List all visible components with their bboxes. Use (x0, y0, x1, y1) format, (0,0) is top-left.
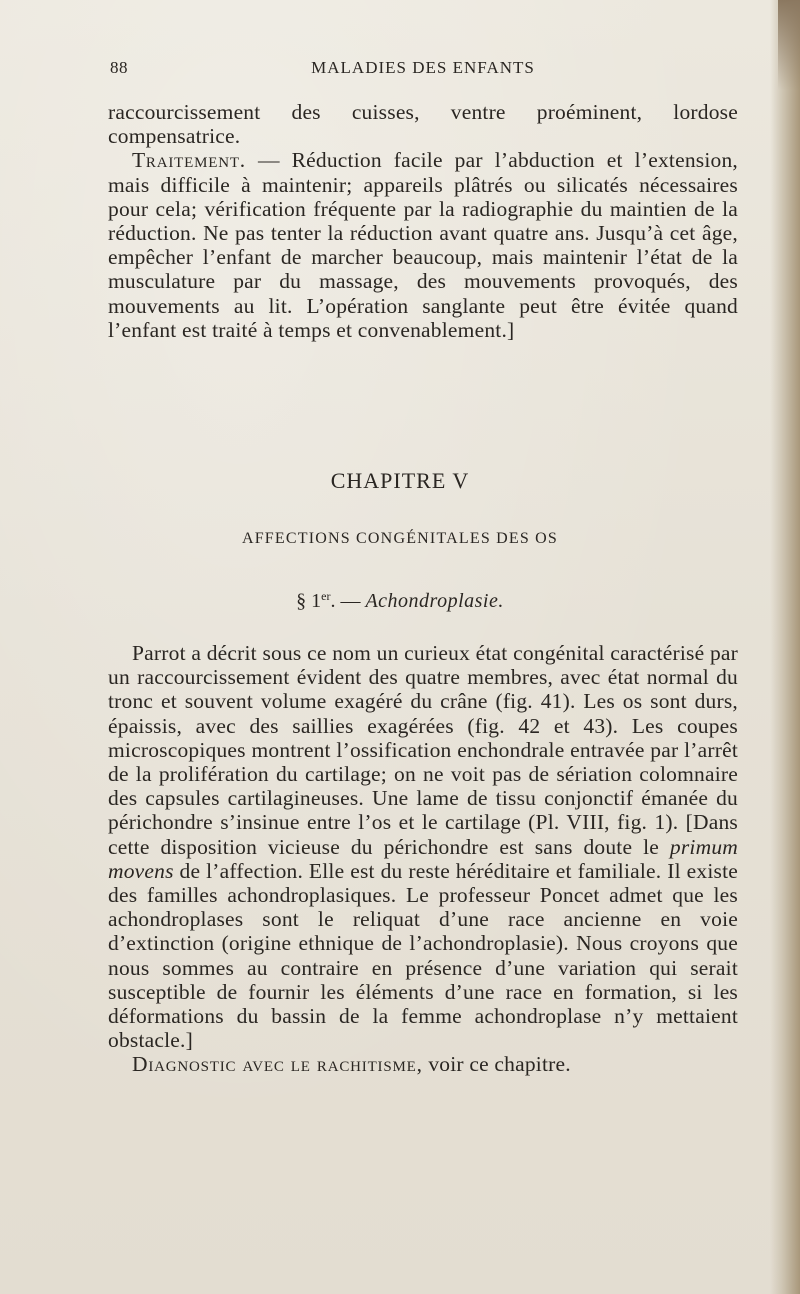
page-corner-stain (778, 0, 800, 90)
chapter-subtitle: AFFECTIONS CONGÉNITALES DES OS (241, 530, 559, 547)
chapter-title: CHAPITRE V (330, 468, 470, 493)
page-number: 88 (110, 58, 128, 77)
treatment-text: — Réduction facile par l’abduction et l’extension, mais difficile à maintenir; appareils plâtrés ou silicatés nécessaires pour cela; vérification fréquente par la radiographie du maintien de la réduction. Ne pas tenter la réduction avant quatre ans. Jusqu’à cet âge, empêcher l’enfant de marcher beaucoup, mais maintenir l’état de la musculature par du massage, des mouvements provoqués, des mouvements au lit. L’opération sanglante peut être évitée quand l’enfant est traité à temps et convenablement.] (108, 148, 738, 342)
section-title: Achondroplasie. (365, 590, 504, 612)
page-edge-shadow (770, 0, 800, 1294)
section-separator: . — (330, 590, 366, 612)
treatment-label: Traitement. (132, 148, 246, 173)
achondroplasia-section (108, 641, 738, 1077)
continuation-paragraph: raccourcissement des cuisses, ventre proéminent, lordose compensatrice. (108, 100, 738, 149)
running-title: MALADIES DES ENFANTS (311, 58, 535, 77)
body-paragraph-1-end: de l’affection. Elle est du reste héréditaire et familiale. Il existe des familles achondroplasiques. Le professeur Poncet admet que les achondroplases sont le reliquat d’une race ancienne en voie d’extinction (origine ethnique de l’achondroplasie). Nous croyons que nous sommes au contraire en présence d’une variation qui serait susceptible de fournir les éléments d’une race en formation, si les déformations du bassin de la femme achondroplase n’y mettaient obstacle.] (108, 858, 738, 1053)
section-superscript: er (321, 589, 331, 603)
running-header (110, 58, 736, 82)
body-paragraph-1 (108, 641, 738, 1052)
diagnosis-text: voir ce chapitre. (422, 1052, 571, 1077)
section-heading (0, 589, 800, 613)
section-number: § 1 (296, 590, 322, 612)
body-paragraph-1-italic: primum movens (108, 834, 738, 883)
body-paragraph-2 (108, 1052, 738, 1076)
treatment-paragraph (108, 148, 738, 342)
diagnosis-label: Diagnostic avec le rachitisme, (132, 1052, 423, 1077)
treatment-section (108, 100, 738, 342)
body-paragraph-1-start: Parrot a décrit sous ce nom un curieux état congénital caractérisé par un raccourcissement évident des quatre membres, avec état normal du tronc et souvent volume exagéré du crâne (fig. 41). Les os sont durs, épaissis, avec des saillies exagérées (fig. 42 et 43). Les coupes microscopiques montrent l’ossification enchondrale entravée par l’arrêt de la prolifération du cartilage; on ne voit pas de sériation colomnaire des capsules cartilagineuses. Une lame de tissu conjonctif émanée du périchondre s’insinue entre l’os et le cartilage (Pl. VIII, fig. 1). [Dans cette disposition vicieuse du périchondre est sans doute le (108, 641, 738, 859)
